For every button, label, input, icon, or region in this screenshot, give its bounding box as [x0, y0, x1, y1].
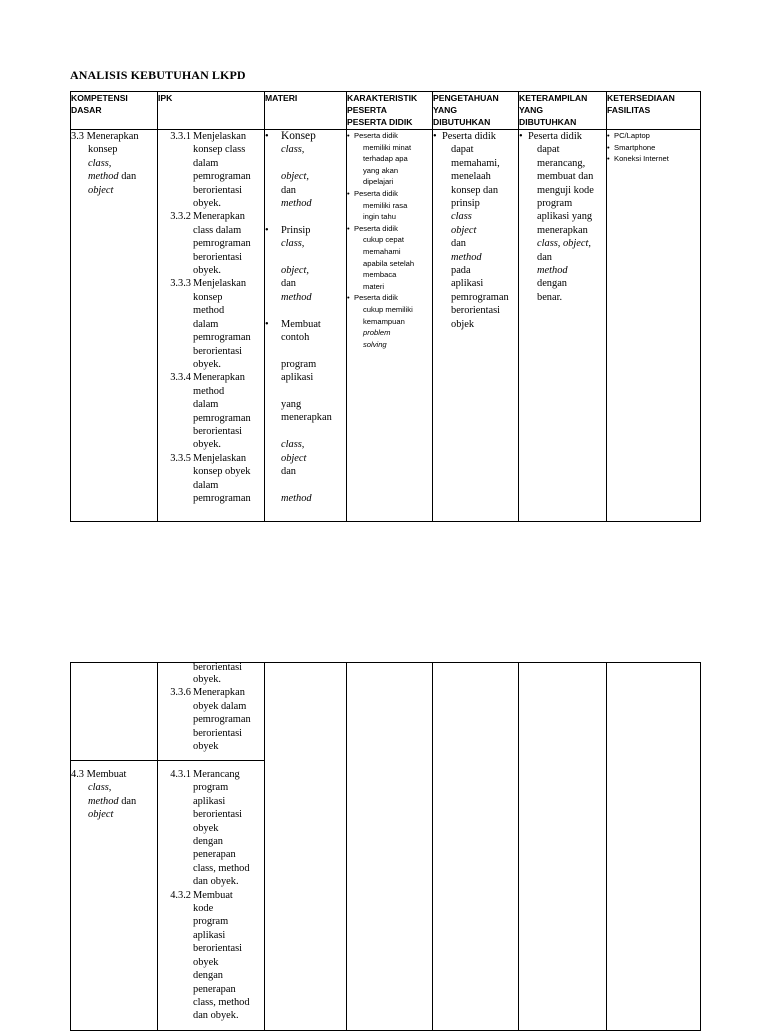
materi-text: program — [281, 358, 317, 370]
header-keterampilan — [519, 92, 607, 130]
pengetahuan-text: memahami, — [451, 157, 500, 169]
ipk-number: 4.3.1 — [170, 769, 191, 780]
header-text: DIBUTUHKAN — [433, 117, 491, 127]
ipk-text: Menerapkan — [193, 211, 245, 223]
list-item — [347, 188, 432, 223]
list-item — [265, 224, 346, 304]
kd-number: 3.3 — [71, 131, 84, 142]
ipk-text: aplikasi — [193, 929, 226, 941]
header-text: PESERTA — [347, 105, 387, 115]
list-item — [347, 130, 432, 188]
ipk-number: 3.3.6 — [170, 687, 191, 699]
ipk-item — [158, 210, 264, 277]
needs-analysis-table-part-1 — [70, 91, 701, 522]
header-text: YANG — [433, 105, 458, 115]
header-text: KETERSEDIAAN — [607, 93, 675, 103]
kd-text: konsep — [88, 144, 118, 156]
karakteristik-text: Peserta didik — [354, 131, 398, 140]
bullet-icon: • — [347, 293, 350, 303]
ipk-item — [158, 277, 264, 371]
keterampilan-cell — [519, 663, 607, 1031]
ipk-number: 3.3.5 — [170, 452, 191, 464]
list-item — [347, 223, 432, 293]
ipk-text: class, method — [193, 862, 250, 874]
keterampilan-text: method — [537, 265, 568, 277]
ipk-text: konsep obyek — [193, 466, 251, 478]
karakteristik-text: kemampuan — [363, 316, 405, 326]
ipk-text: obyek dalam — [193, 700, 247, 712]
list-item — [265, 130, 346, 210]
kd-text: class, — [88, 782, 112, 794]
keterampilan-cell — [519, 130, 607, 522]
bullet-icon: • — [607, 154, 610, 164]
ipk-cell — [158, 663, 265, 761]
materi-text: object — [281, 452, 307, 464]
ipk-text: dan obyek. — [193, 1010, 239, 1022]
ipk-text: dengan — [193, 836, 224, 848]
pengetahuan-text: aplikasi — [451, 278, 484, 290]
keterampilan-text: menerapkan — [537, 224, 588, 236]
pengetahuan-text: pada — [451, 265, 471, 277]
ipk-text: dengan — [193, 970, 224, 982]
list-item — [607, 153, 700, 165]
karakteristik-text: ingin tahu — [363, 212, 396, 222]
materi-text: dan — [281, 278, 297, 290]
header-text: KOMPETENSI — [71, 93, 128, 103]
ipk-text: method — [193, 385, 225, 397]
karakteristik-text: dipelajari — [363, 177, 394, 187]
bullet-icon: • — [347, 223, 350, 233]
keterampilan-text: menguji kode — [537, 184, 594, 196]
kompetensi-dasar-cell — [71, 130, 158, 522]
header-text: KARAKTERISTIK — [347, 93, 418, 103]
ipk-text: penerapan — [193, 849, 236, 861]
ipk-text: Menjelaskan — [193, 278, 247, 290]
bullet-icon: • — [265, 131, 269, 142]
pengetahuan-text: prinsip — [451, 198, 480, 210]
ipk-text: program — [193, 782, 229, 794]
header-text: KETERAMPILAN — [519, 93, 588, 103]
pengetahuan-text: Peserta didik — [442, 131, 496, 142]
header-text: DIBUTUHKAN — [519, 117, 577, 127]
ipk-text: konsep — [193, 291, 223, 303]
fasilitas-text: Koneksi Internet — [614, 154, 669, 164]
kompetensi-dasar-cell — [71, 761, 158, 1031]
header-text: DASAR — [71, 105, 102, 115]
ipk-text: pemrograman — [193, 332, 251, 344]
materi-text: yang — [281, 399, 302, 411]
materi-text: Prinsip — [281, 224, 311, 236]
ipk-item — [158, 663, 264, 686]
pengetahuan-cell — [433, 663, 519, 1031]
pengetahuan-text: method — [451, 251, 482, 263]
materi-text: dan — [281, 184, 297, 196]
ipk-item — [158, 889, 264, 1023]
materi-text: aplikasi — [281, 372, 314, 384]
fasilitas-cell — [607, 130, 701, 522]
ipk-item — [158, 371, 264, 451]
ipk-text: obyek. — [193, 198, 221, 210]
pengetahuan-text: konsep dan — [451, 184, 499, 196]
keterampilan-text: dan — [537, 251, 553, 263]
bullet-icon: • — [265, 224, 269, 236]
ipk-text: obyek. — [193, 674, 221, 685]
ipk-text: Membuat — [193, 889, 233, 901]
table-row — [71, 663, 701, 761]
pengetahuan-text: dan — [451, 238, 467, 250]
ipk-number: 3.3.4 — [170, 372, 191, 384]
list-item — [607, 142, 700, 154]
karakteristik-text: apabila setelah — [363, 258, 415, 268]
ipk-cell — [158, 761, 265, 1031]
keterampilan-text: dapat — [537, 144, 560, 156]
kd-text: object — [88, 809, 114, 821]
keterampilan-text: merancang, — [537, 157, 586, 169]
karakteristik-text: memiliki rasa — [363, 200, 408, 210]
ipk-number: 3.3.3 — [170, 278, 191, 290]
ipk-text: Menjelaskan — [193, 452, 247, 464]
keterampilan-text: program — [537, 198, 573, 210]
materi-text: Konsep — [281, 130, 316, 142]
ipk-text: obyek. — [193, 439, 221, 451]
kd-text: method — [88, 171, 119, 183]
header-text: PENGETAHUAN — [433, 93, 499, 103]
karakteristik-text: cukup memiliki — [363, 304, 413, 314]
header-materi — [265, 92, 347, 130]
ipk-text: pemrograman — [193, 412, 251, 424]
kd-text: class, — [88, 157, 112, 169]
ipk-text: dalam — [193, 157, 219, 169]
ipk-item — [158, 686, 264, 753]
bullet-icon: • — [347, 131, 350, 140]
karakteristik-text: Peserta didik — [354, 293, 398, 303]
header-text: PESERTA DIDIK — [347, 117, 413, 127]
ipk-text: obyek. — [193, 265, 221, 277]
table-header-row — [71, 92, 701, 130]
ipk-text: berorientasi — [193, 943, 243, 955]
karakteristik-text: memiliki minat — [363, 142, 412, 152]
ipk-cell — [158, 130, 265, 522]
pengetahuan-text: class — [451, 211, 472, 223]
ipk-text: pemrograman — [193, 492, 251, 504]
karakteristik-cell — [347, 663, 433, 1031]
materi-text: object, — [281, 171, 309, 183]
document-title: ANALISIS KEBUTUHAN LKPD — [70, 68, 246, 82]
pengetahuan-text: pemrograman — [451, 291, 509, 303]
fasilitas-cell — [607, 663, 701, 1031]
ipk-number: 4.3.2 — [170, 889, 191, 901]
ipk-text: pemrograman — [193, 714, 251, 726]
ipk-text: penerapan — [193, 983, 236, 995]
header-pengetahuan — [433, 92, 519, 130]
materi-text: method — [281, 492, 312, 504]
karakteristik-text: Peserta didik — [354, 223, 398, 233]
ipk-text: berorientasi — [193, 251, 243, 263]
header-text: IPK — [158, 93, 173, 103]
bullet-icon: • — [607, 142, 610, 152]
header-ketersediaan — [607, 92, 701, 130]
ipk-text: aplikasi — [193, 795, 226, 807]
keterampilan-text: aplikasi yang — [537, 211, 593, 223]
karakteristik-text: yang akan — [363, 165, 399, 175]
materi-cell — [265, 663, 347, 1031]
pengetahuan-text: object — [451, 224, 477, 236]
kd-text: dan — [121, 171, 137, 183]
kd-text: method — [88, 795, 119, 807]
karakteristik-text: problem — [363, 328, 391, 338]
karakteristik-text: Peserta didik — [354, 188, 398, 198]
ipk-text: obyek — [193, 822, 219, 834]
materi-text: menerapkan — [281, 412, 332, 424]
materi-text: class, — [281, 238, 305, 250]
ipk-item — [158, 130, 264, 210]
fasilitas-text: PC/Laptop — [614, 131, 650, 140]
ipk-text: berorientasi — [193, 662, 243, 673]
ipk-text: berorientasi — [193, 345, 243, 357]
karakteristik-text: solving — [363, 339, 387, 349]
materi-text: Membuat — [281, 318, 321, 330]
ipk-item — [158, 768, 264, 889]
header-kompetensi-dasar — [71, 92, 158, 130]
list-item — [607, 130, 700, 142]
pengetahuan-text: berorientasi — [451, 305, 501, 317]
bullet-icon: • — [265, 318, 269, 330]
bullet-icon: • — [519, 131, 523, 142]
ipk-text: Menjelaskan — [193, 131, 247, 142]
materi-text: method — [281, 291, 312, 303]
pengetahuan-text: dapat — [451, 144, 474, 156]
ipk-text: berorientasi — [193, 184, 243, 196]
ipk-text: kode — [193, 903, 214, 915]
bullet-icon: • — [607, 131, 610, 140]
header-text: YANG — [519, 105, 544, 115]
materi-text: method — [281, 198, 312, 210]
ipk-text: dalam — [193, 479, 219, 491]
keterampilan-text: dengan — [537, 278, 568, 290]
list-item — [265, 318, 346, 506]
kd-text: dan — [121, 795, 137, 807]
karakteristik-text: memahami — [363, 246, 401, 256]
header-text: MATERI — [265, 93, 298, 103]
ipk-text: dalam — [193, 399, 219, 411]
list-item — [433, 130, 518, 331]
ipk-item — [158, 452, 264, 506]
materi-text: dan — [281, 466, 297, 478]
ipk-text: method — [193, 305, 225, 317]
kd-text: Membuat — [86, 769, 127, 780]
materi-text: object, — [281, 265, 309, 277]
ipk-text: Merancang — [193, 769, 240, 780]
keterampilan-text: membuat dan — [537, 171, 594, 183]
pengetahuan-text: objek — [451, 318, 475, 330]
kd-text: object — [88, 184, 114, 196]
pengetahuan-text: menelaah — [451, 171, 491, 183]
ipk-text: berorientasi — [193, 727, 243, 739]
ipk-text: pemrograman — [193, 238, 251, 250]
karakteristik-text: materi — [363, 281, 385, 291]
bullet-icon: • — [347, 188, 350, 198]
ipk-text: Menerapkan — [193, 687, 245, 699]
keterampilan-text: benar. — [537, 291, 563, 303]
ipk-text: class, method — [193, 996, 250, 1008]
table-row — [71, 130, 701, 522]
header-karakteristik — [347, 92, 433, 130]
ipk-text: obyek — [193, 741, 219, 753]
ipk-text: obyek. — [193, 358, 221, 370]
ipk-text: konsep class — [193, 144, 246, 156]
kd-number: 4.3 — [71, 769, 84, 780]
karakteristik-cell — [347, 130, 433, 522]
ipk-text: berorientasi — [193, 425, 243, 437]
ipk-text: pemrograman — [193, 171, 251, 183]
ipk-text: dan obyek. — [193, 876, 239, 888]
keterampilan-text: class, object, — [537, 238, 591, 250]
ipk-text: program — [193, 916, 229, 928]
materi-text: class, — [281, 439, 305, 451]
karakteristik-text: cukup cepat — [363, 235, 404, 245]
needs-analysis-table-part-2 — [70, 662, 701, 1031]
ipk-number: 3.3.1 — [170, 131, 191, 142]
ipk-number: 3.3.2 — [170, 211, 191, 223]
materi-text: class, — [281, 144, 305, 156]
kd-text: Menerapkan — [86, 131, 139, 142]
karakteristik-text: terhadap apa — [363, 154, 408, 164]
keterampilan-text: Peserta didik — [528, 131, 582, 142]
ipk-text: Menerapkan — [193, 372, 245, 384]
fasilitas-text: Smartphone — [614, 142, 656, 152]
list-item — [519, 130, 606, 304]
karakteristik-text: membaca — [363, 270, 397, 280]
kompetensi-dasar-cell — [71, 663, 158, 761]
materi-cell — [265, 130, 347, 522]
header-ipk — [158, 92, 265, 130]
header-text: FASILITAS — [607, 105, 651, 115]
ipk-text: obyek — [193, 956, 219, 968]
list-item — [347, 292, 432, 350]
ipk-text: dalam — [193, 318, 219, 330]
pengetahuan-cell — [433, 130, 519, 522]
ipk-text: class dalam — [193, 224, 242, 236]
ipk-text: berorientasi — [193, 809, 243, 821]
materi-text: contoh — [281, 332, 310, 344]
bullet-icon: • — [433, 131, 437, 142]
